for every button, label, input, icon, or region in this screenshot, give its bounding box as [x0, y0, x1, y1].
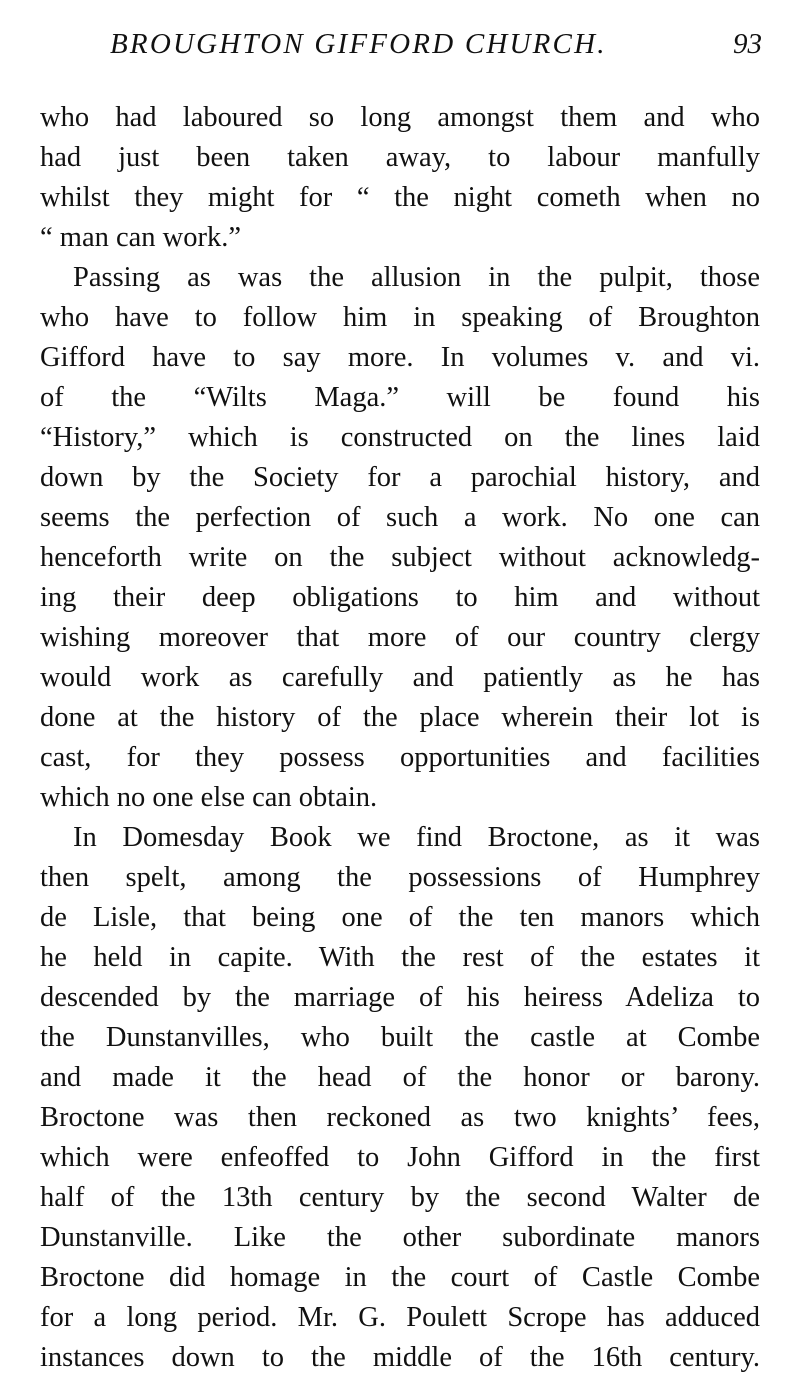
text-line: Dunstanville. Like the other subordinate manors	[40, 1222, 760, 1253]
text-line: “ man can work.”	[40, 222, 241, 253]
text-line: instances down to the middle of the 16th century.	[40, 1342, 760, 1373]
text-line: down by the Society for a parochial history, and	[40, 462, 760, 493]
paragraph	[40, 258, 760, 818]
text-line: Gifford have to say more. In volumes v. and vi.	[40, 342, 760, 373]
text-line: would work as carefully and patiently as he has	[40, 662, 760, 693]
text-line: Broctone was then reckoned as two knights’ fees,	[40, 1102, 760, 1133]
text-line: ing their deep obligations to him and without	[40, 582, 760, 613]
text-line: done at the history of the place wherein their lot is	[40, 702, 760, 733]
text-line: wishing moreover that more of our country clergy	[40, 622, 760, 653]
text-line: and made it the head of the honor or barony.	[40, 1062, 760, 1093]
text-line: who have to follow him in speaking of Broughton	[40, 302, 760, 333]
text-line: had just been taken away, to labour manfully	[40, 142, 760, 173]
text-line: cast, for they possess opportunities and facilities	[40, 742, 760, 773]
text-line: Passing as was the allusion in the pulpit, those	[73, 262, 760, 293]
text-line: of the “Wilts Maga.” will be found his	[40, 382, 760, 413]
text-line: then spelt, among the possessions of Humphrey	[40, 862, 760, 893]
body-text	[40, 98, 760, 1378]
text-line: which no one else can obtain.	[40, 782, 378, 813]
text-line: “History,” which is constructed on the lines laid	[40, 422, 760, 453]
text-line: he held in capite. With the rest of the estates it	[40, 942, 760, 973]
text-line: Broctone did homage in the court of Castle Combe	[40, 1262, 760, 1293]
text-line: for a long period. Mr. G. Poulett Scrope has adduced	[40, 1302, 760, 1333]
text-line: the Dunstanvilles, who built the castle at Combe	[40, 1022, 760, 1053]
text-line: whilst they might for “ the night cometh when no	[40, 182, 760, 213]
text-line: seems the perfection of such a work. No one can	[40, 502, 760, 533]
paragraph	[40, 818, 760, 1378]
text-line: In Domesday Book we find Broctone, as it was	[73, 822, 760, 853]
text-line: which were enfeoffed to John Gifford in the first	[40, 1142, 760, 1173]
text-line: henceforth write on the subject without acknowledg-	[40, 542, 760, 573]
paragraph	[40, 98, 760, 258]
running-head	[40, 26, 762, 66]
text-line: half of the 13th century by the second Walter de	[40, 1182, 760, 1213]
text-line: who had laboured so long amongst them and who	[40, 102, 760, 133]
page-number: 93	[733, 28, 762, 60]
text-line: de Lisle, that being one of the ten manors which	[40, 902, 760, 933]
running-title: BROUGHTON GIFFORD CHURCH.	[110, 28, 607, 60]
text-line: descended by the marriage of his heiress Adeliza to	[40, 982, 760, 1013]
